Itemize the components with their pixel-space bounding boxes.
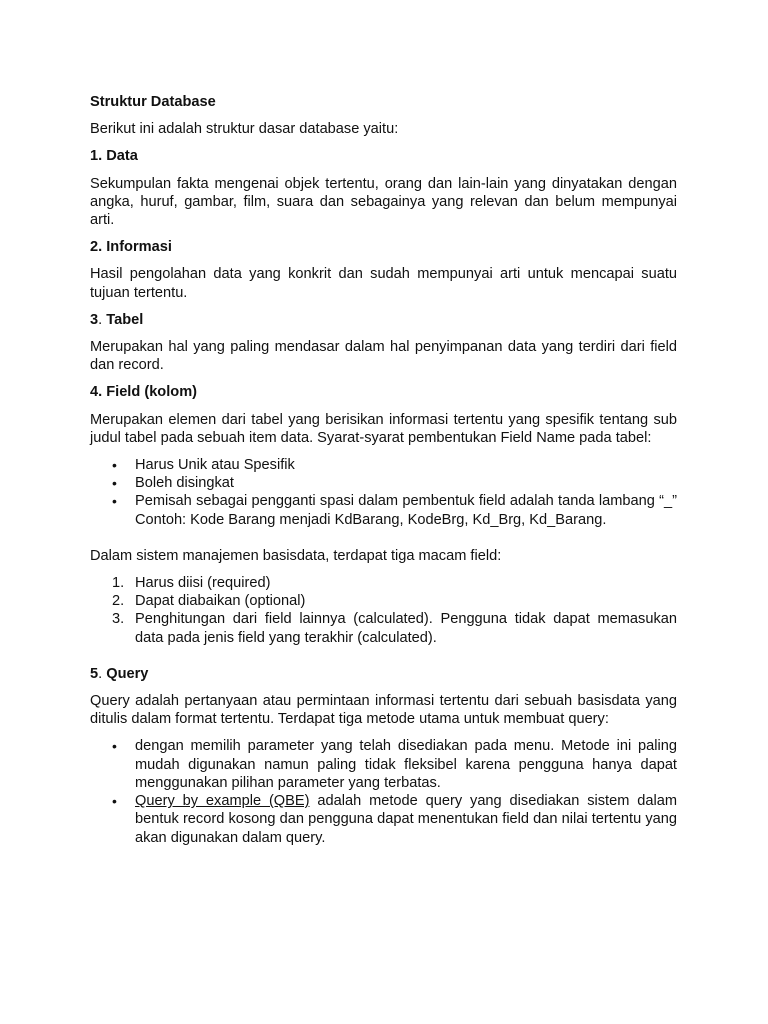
section-heading-informasi: 2. Informasi: [90, 239, 172, 256]
heading-label: Tabel: [102, 311, 144, 328]
bullet-marker: •: [112, 738, 117, 755]
number-marker: 2.: [112, 593, 125, 610]
list-item: [90, 492, 677, 528]
section-heading-field: 4. Field (kolom): [90, 384, 198, 401]
number-marker: 1.: [112, 575, 125, 592]
list-item-text: Dapat diabaikan (optional): [135, 593, 306, 610]
bullet-marker: •: [112, 793, 117, 810]
field-rules-list: [90, 456, 677, 529]
heading-dot: .: [98, 665, 103, 682]
number-marker: 3.: [112, 611, 125, 628]
section-text-informasi: Hasil pengolahan data yang konkrit dan sudah mempunyai arti untuk mencapai suatu tujuan tertentu.: [90, 266, 677, 301]
section-text-field: Merupakan elemen dari tabel yang berisikan informasi tertentu yang spesifik tentang sub judul tabel pada sebuah item data. Syarat-syarat pembentukan Field Name pada tabel:: [90, 411, 677, 446]
intro-paragraph: Berikut ini adalah struktur dasar database yaitu:: [90, 121, 399, 138]
list-item: [90, 737, 677, 792]
field-types-intro: Dalam sistem manajemen basisdata, terdapat tiga macam field:: [90, 547, 502, 564]
list-item: [90, 792, 677, 847]
list-item: [90, 474, 677, 492]
list-item-text: Harus diisi (required): [135, 575, 271, 592]
heading-number: 3: [90, 311, 99, 328]
bullet-marker: •: [112, 475, 117, 492]
document-page: [90, 93, 677, 856]
list-item-text: Harus Unik atau Spesifik: [135, 457, 295, 474]
list-item-text: dengan memilih parameter yang telah disediakan pada menu. Metode ini paling mudah digunakan namun paling tidak fleksibel karena pengguna hanya dapat menggunakan pilihan parameter yang terbatas.: [135, 738, 677, 791]
bullet-marker: •: [112, 493, 117, 510]
section-text-data: Sekumpulan fakta mengenai objek tertentu, orang dan lain-lain yang dinyatakan dengan angka, huruf, gambar, film, suara dan sebagainya yang relevan dan belum mempunyai arti.: [90, 175, 677, 229]
bullet-marker: •: [112, 457, 117, 474]
heading-label: Query: [102, 665, 149, 682]
section-text-query: Query adalah pertanyaan atau permintaan informasi tertentu dari sebuah basisdata yang ditulis dalam format tertentu. Terdapat tiga metode utama untuk membuat query:: [90, 693, 677, 728]
list-item-text: Boleh disingkat: [135, 475, 234, 492]
list-item-text: Penghitungan dari field lainnya (calculated). Pengguna tidak dapat memasukan data pada jenis field yang terakhir (calculated).: [135, 611, 677, 646]
list-item: [90, 610, 677, 646]
section-text-tabel: Merupakan hal yang paling mendasar dalam hal penyimpanan data yang terdiri dari field dan record.: [90, 339, 677, 374]
section-heading-data: 1. Data: [90, 148, 138, 165]
query-methods-list: [90, 737, 677, 846]
list-item: [90, 592, 677, 610]
list-item-text: adalah metode query yang disediakan sistem dalam bentuk record kosong dan pengguna dapat menentukan field dan nilai tertentu yang akan digunakan dalam query.: [135, 793, 677, 846]
list-item: [90, 574, 677, 592]
page-title: Struktur Database: [90, 94, 216, 110]
list-item-text: Pemisah sebagai pengganti spasi dalam pembentuk field adalah tanda lambang “_” Contoh: Kode Barang menjadi KdBarang, KodeBrg, Kd_Brg, Kd_Barang.: [135, 493, 677, 528]
qbe-link[interactable]: Query by example (QBE): [135, 793, 310, 810]
section-heading-query: [90, 665, 677, 683]
list-item: [90, 456, 677, 474]
heading-dot: .: [98, 311, 103, 328]
heading-number: 5: [90, 665, 99, 682]
field-types-list: [90, 574, 677, 647]
section-heading-tabel: [90, 311, 677, 329]
